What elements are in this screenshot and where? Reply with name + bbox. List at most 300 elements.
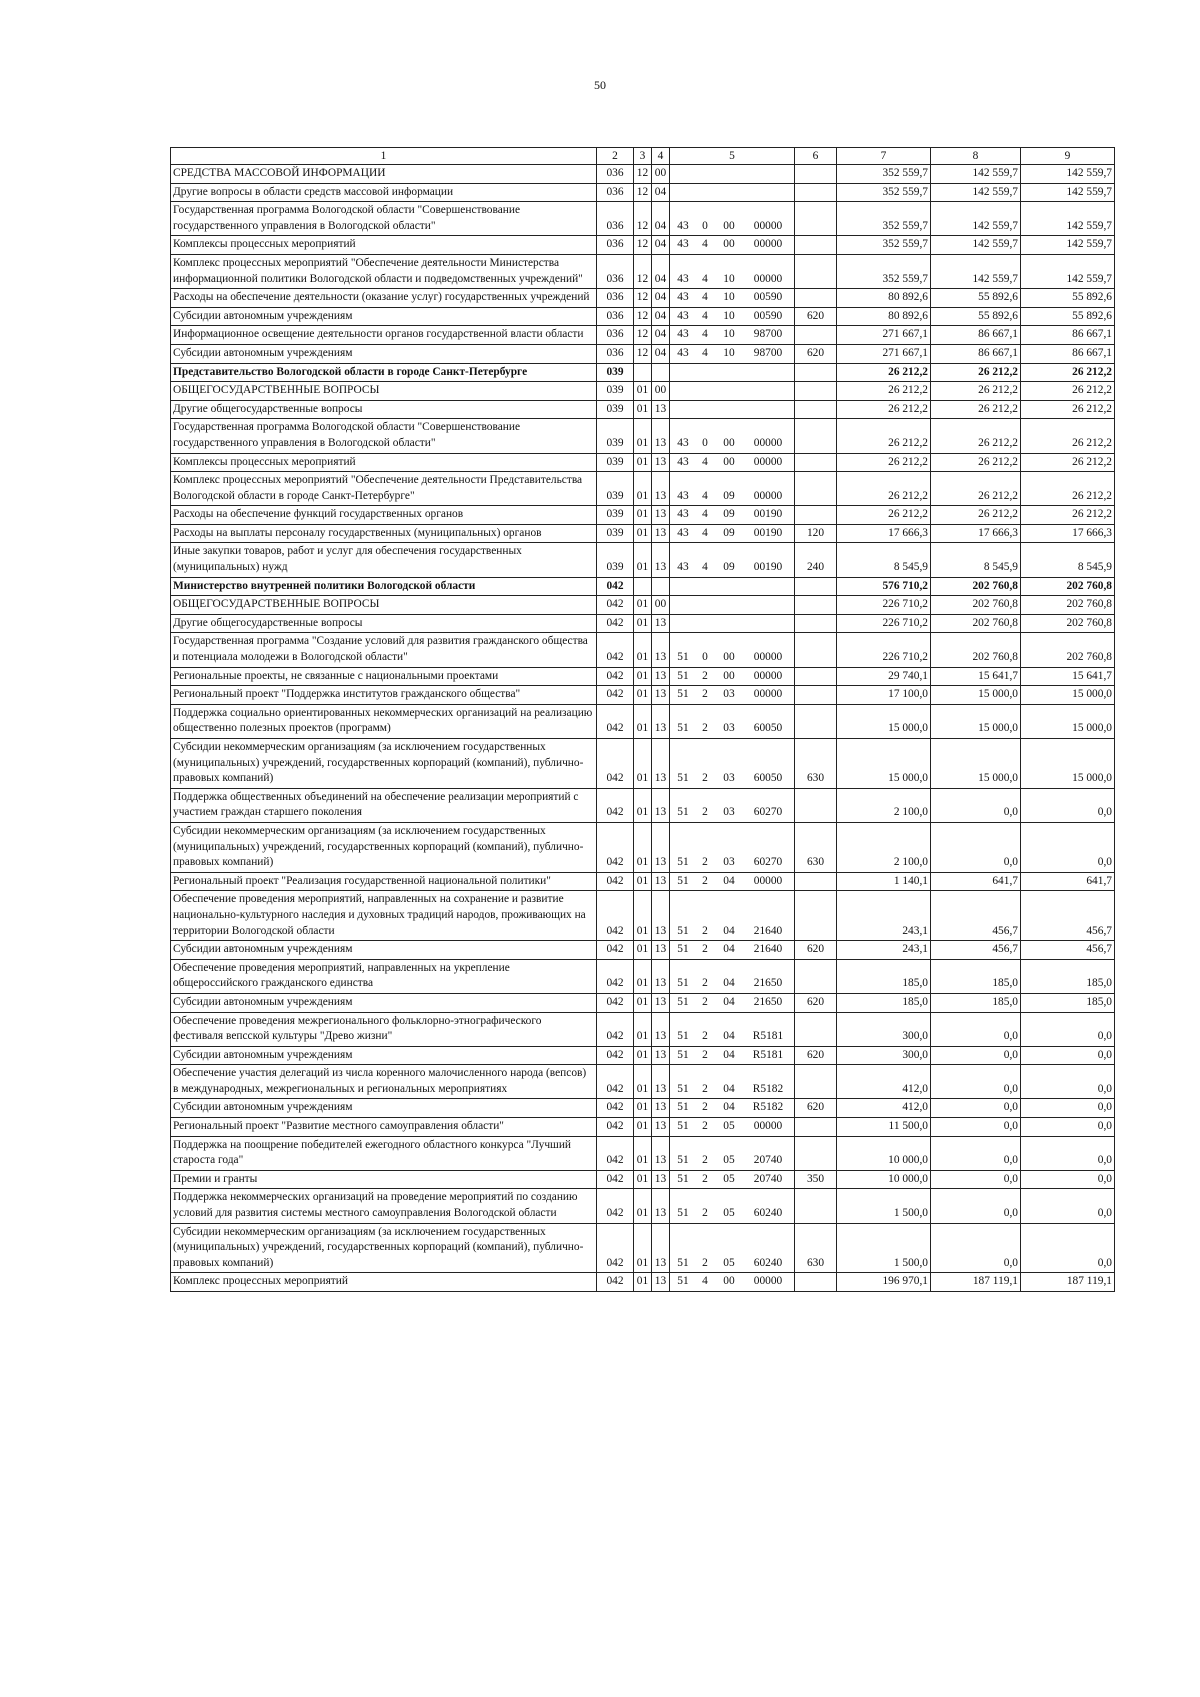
row-grbs-cell: 042 [597,959,634,993]
row-value-col9-cell: 0,0 [1021,1012,1115,1046]
program-code-part: 60240 [753,1256,783,1269]
program-code-part: 03 [723,856,735,869]
program-code-part: 00 [723,1275,735,1288]
row-expense-type-cell [795,453,837,472]
row-name-cell: Расходы на обеспечение деятельности (оказание услуг) государственных учреждений [171,289,597,308]
row-value-col8-cell: 0,0 [931,1012,1021,1046]
program-code-part: 4 [702,455,708,468]
row-subsection-cell: 13 [652,543,670,577]
table-row [171,667,1115,686]
row-value-col9-cell: 0,0 [1021,1170,1115,1189]
row-value-col9-cell: 0,0 [1021,822,1115,872]
program-code-part: 51 [677,806,689,819]
row-program-code-cell [670,1189,795,1223]
table-row [171,344,1115,363]
row-section-cell: 12 [634,202,652,236]
table-row [171,633,1115,667]
row-expense-type-cell [795,400,837,419]
row-section-cell: 01 [634,667,652,686]
program-code-part: 03 [723,722,735,735]
row-program-code-cell [670,667,795,686]
row-program-code-cell [670,1223,795,1273]
row-value-col7-cell: 10 000,0 [837,1136,931,1170]
row-value-col8-cell: 641,7 [931,872,1021,891]
row-section-cell: 01 [634,959,652,993]
row-value-col8-cell: 0,0 [931,1065,1021,1099]
program-code-part: 4 [702,526,708,539]
program-code-part: 04 [723,924,735,937]
row-value-col9-cell: 26 212,2 [1021,363,1115,382]
row-value-col8-cell: 15 000,0 [931,739,1021,789]
row-section-cell: 01 [634,400,652,419]
header-cell: 6 [795,148,837,165]
row-program-code-cell [670,739,795,789]
table-row [171,1223,1115,1273]
row-value-col7-cell: 26 212,2 [837,419,931,453]
row-section-cell: 12 [634,289,652,308]
row-expense-type-cell: 630 [795,739,837,789]
table-row [171,326,1115,345]
header-cell: 3 [634,148,652,165]
row-value-col7-cell: 8 545,9 [837,543,931,577]
row-value-col7-cell: 17 666,3 [837,524,931,543]
table-body [171,165,1115,1292]
row-section-cell: 12 [634,326,652,345]
row-value-col9-cell: 26 212,2 [1021,382,1115,401]
program-code-part: 4 [702,272,708,285]
program-code-part: 51 [677,1154,689,1167]
program-code-part: 60270 [753,806,783,819]
row-value-col7-cell: 1 500,0 [837,1223,931,1273]
row-program-code-cell [670,236,795,255]
program-code-part: 00 [723,238,735,251]
row-section-cell: 01 [634,891,652,941]
program-code-part: R5182 [752,1101,784,1114]
budget-table [170,147,1115,1292]
row-value-col7-cell: 1 500,0 [837,1189,931,1223]
program-code-part: 98700 [753,346,783,359]
row-subsection-cell: 13 [652,739,670,789]
program-code-part: 51 [677,924,689,937]
row-name-cell: Поддержка социально ориентированных некоммерческих организаций на реализацию общественно полезных проектов (программ) [171,704,597,738]
row-name-cell: Субсидии автономным учреждениям [171,941,597,960]
program-code-part: 0 [702,651,708,664]
program-code-part: 00 [723,436,735,449]
row-grbs-cell: 039 [597,400,634,419]
row-value-col8-cell: 0,0 [931,1170,1021,1189]
row-subsection-cell: 13 [652,614,670,633]
row-value-col8-cell: 26 212,2 [931,453,1021,472]
program-code-part: 00190 [753,508,783,521]
row-program-code-cell [670,543,795,577]
program-code-part: 60270 [753,856,783,869]
row-value-col7-cell: 15 000,0 [837,704,931,738]
row-program-code-cell [670,202,795,236]
row-expense-type-cell [795,686,837,705]
row-grbs-cell: 042 [597,891,634,941]
program-code-part: 00000 [753,272,783,285]
program-code-part: 20740 [753,1172,783,1185]
program-code-part: 43 [677,272,689,285]
program-code-part: 04 [723,1101,735,1114]
table-row [171,1170,1115,1189]
program-code-part: 04 [723,995,735,1008]
program-code-part: 05 [723,1154,735,1167]
row-section-cell: 12 [634,183,652,202]
row-value-col8-cell: 0,0 [931,822,1021,872]
row-name-cell: Региональный проект "Реализация государственной национальной политики" [171,872,597,891]
header-cell: 4 [652,148,670,165]
row-value-col7-cell: 17 100,0 [837,686,931,705]
table-row [171,419,1115,453]
table-row [171,472,1115,506]
row-name-cell: Субсидии автономным учреждениям [171,1099,597,1118]
row-value-col8-cell: 86 667,1 [931,344,1021,363]
table-row [171,543,1115,577]
row-value-col9-cell: 0,0 [1021,1223,1115,1273]
program-code-part: 51 [677,1275,689,1288]
program-code-part: 43 [677,291,689,304]
program-code-part: 10 [723,309,735,322]
row-grbs-cell: 042 [597,614,634,633]
row-subsection-cell: 13 [652,1065,670,1099]
row-value-col8-cell: 55 892,6 [931,307,1021,326]
row-value-col8-cell: 26 212,2 [931,400,1021,419]
row-program-code-cell [670,822,795,872]
row-grbs-cell: 036 [597,307,634,326]
program-code-part: 4 [702,1275,708,1288]
row-section-cell: 01 [634,1046,652,1065]
row-subsection-cell: 00 [652,596,670,615]
row-expense-type-cell [795,382,837,401]
row-value-col8-cell: 26 212,2 [931,382,1021,401]
row-grbs-cell: 039 [597,506,634,525]
row-value-col7-cell: 10 000,0 [837,1170,931,1189]
program-code-part: 2 [702,688,708,701]
row-value-col9-cell: 0,0 [1021,788,1115,822]
row-value-col7-cell: 26 212,2 [837,363,931,382]
row-program-code-cell [670,993,795,1012]
row-grbs-cell: 042 [597,1118,634,1137]
row-section-cell: 01 [634,524,652,543]
row-expense-type-cell [795,959,837,993]
row-value-col9-cell: 26 212,2 [1021,419,1115,453]
row-section-cell: 01 [634,941,652,960]
row-expense-type-cell: 350 [795,1170,837,1189]
row-value-col9-cell: 26 212,2 [1021,400,1115,419]
program-code-part: 21650 [753,977,783,990]
row-subsection-cell: 13 [652,1118,670,1137]
table-row [171,202,1115,236]
row-expense-type-cell: 620 [795,344,837,363]
program-code-part: 00590 [753,309,783,322]
row-subsection-cell: 13 [652,1046,670,1065]
table-row [171,959,1115,993]
program-code-part: 4 [702,346,708,359]
program-code-part: 00000 [753,874,783,887]
program-code-part: 51 [677,669,689,682]
row-value-col8-cell: 0,0 [931,1136,1021,1170]
row-value-col8-cell: 0,0 [931,788,1021,822]
row-name-cell: Государственная программа Вологодской области "Совершенствование государственного управления в Вологодской области" [171,419,597,453]
row-program-code-cell [670,289,795,308]
row-value-col9-cell: 15 641,7 [1021,667,1115,686]
row-grbs-cell: 039 [597,472,634,506]
row-value-col8-cell: 26 212,2 [931,506,1021,525]
row-program-code-cell [670,453,795,472]
program-code-part: 04 [723,1030,735,1043]
program-code-part: 2 [702,1256,708,1269]
row-name-cell: Субсидии автономным учреждениям [171,993,597,1012]
program-code-part: 03 [723,772,735,785]
row-subsection-cell: 04 [652,344,670,363]
table-row [171,400,1115,419]
row-expense-type-cell: 630 [795,1223,837,1273]
row-grbs-cell: 042 [597,941,634,960]
program-code-part: 51 [677,1101,689,1114]
table-row [171,739,1115,789]
table-row [171,1189,1115,1223]
program-code-part: 51 [677,995,689,1008]
row-subsection-cell: 04 [652,236,670,255]
row-program-code-cell [670,1273,795,1292]
program-code-part: 51 [677,943,689,956]
row-value-col7-cell: 243,1 [837,941,931,960]
row-grbs-cell: 036 [597,202,634,236]
table-row [171,453,1115,472]
row-subsection-cell: 13 [652,1223,670,1273]
row-value-col7-cell: 300,0 [837,1012,931,1046]
row-expense-type-cell [795,596,837,615]
program-code-part: 43 [677,526,689,539]
row-value-col9-cell: 86 667,1 [1021,344,1115,363]
row-grbs-cell: 042 [597,577,634,596]
row-program-code-cell [670,941,795,960]
table-row [171,289,1115,308]
page-number: 50 [594,78,606,92]
table-row [171,941,1115,960]
row-expense-type-cell [795,1136,837,1170]
row-value-col8-cell: 0,0 [931,1046,1021,1065]
row-program-code-cell [670,254,795,288]
row-grbs-cell: 036 [597,236,634,255]
program-code-part: 00 [723,219,735,232]
row-value-col8-cell: 456,7 [931,891,1021,941]
row-grbs-cell: 036 [597,326,634,345]
row-section-cell: 01 [634,614,652,633]
program-code-part: 10 [723,272,735,285]
row-subsection-cell: 13 [652,891,670,941]
row-value-col8-cell: 456,7 [931,941,1021,960]
row-value-col8-cell: 202 760,8 [931,596,1021,615]
row-expense-type-cell [795,289,837,308]
row-expense-type-cell: 620 [795,993,837,1012]
row-value-col9-cell: 0,0 [1021,1065,1115,1099]
row-grbs-cell: 042 [597,686,634,705]
row-name-cell: Информационное освещение деятельности органов государственной власти области [171,326,597,345]
program-code-part: 2 [702,1120,708,1133]
program-code-part: 09 [723,489,735,502]
row-expense-type-cell: 630 [795,822,837,872]
row-value-col8-cell: 142 559,7 [931,236,1021,255]
row-program-code-cell [670,577,795,596]
row-expense-type-cell: 620 [795,941,837,960]
row-grbs-cell: 042 [597,822,634,872]
program-code-part: 43 [677,561,689,574]
row-value-col7-cell: 185,0 [837,993,931,1012]
row-grbs-cell: 039 [597,543,634,577]
row-expense-type-cell [795,202,837,236]
row-value-col9-cell: 202 760,8 [1021,577,1115,596]
row-name-cell: Поддержка на поощрение победителей ежегодного областного конкурса "Лучший староста года" [171,1136,597,1170]
row-expense-type-cell [795,577,837,596]
row-expense-type-cell [795,872,837,891]
row-name-cell: Поддержка общественных объединений на обеспечение реализации мероприятий с участием граждан старшего поколения [171,788,597,822]
program-code-part: 0 [702,219,708,232]
row-expense-type-cell: 620 [795,1046,837,1065]
row-grbs-cell: 036 [597,254,634,288]
program-code-part: 00000 [753,238,783,251]
row-value-col8-cell: 26 212,2 [931,419,1021,453]
row-value-col7-cell: 196 970,1 [837,1273,931,1292]
program-code-part: 4 [702,328,708,341]
row-program-code-cell [670,1136,795,1170]
table-row [171,704,1115,738]
row-expense-type-cell: 240 [795,543,837,577]
row-value-col9-cell: 0,0 [1021,1099,1115,1118]
row-value-col7-cell: 15 000,0 [837,739,931,789]
row-value-col7-cell: 26 212,2 [837,472,931,506]
row-name-cell: Обеспечение проведения мероприятий, направленных на укрепление общероссийского гражданского единства [171,959,597,993]
row-value-col7-cell: 352 559,7 [837,254,931,288]
row-program-code-cell [670,686,795,705]
program-code-part: 2 [702,874,708,887]
row-subsection-cell: 13 [652,993,670,1012]
row-expense-type-cell [795,363,837,382]
row-value-col9-cell: 0,0 [1021,1136,1115,1170]
row-value-col7-cell: 412,0 [837,1065,931,1099]
program-code-part: 2 [702,1082,708,1095]
program-code-part: 2 [702,806,708,819]
row-grbs-cell: 039 [597,453,634,472]
row-grbs-cell: 039 [597,524,634,543]
row-value-col7-cell: 11 500,0 [837,1118,931,1137]
table-row [171,307,1115,326]
row-expense-type-cell: 620 [795,307,837,326]
row-grbs-cell: 042 [597,596,634,615]
row-name-cell: Комплексы процессных мероприятий [171,453,597,472]
row-subsection-cell: 04 [652,183,670,202]
row-subsection-cell: 13 [652,419,670,453]
program-code-part: 2 [702,1154,708,1167]
program-code-part: 51 [677,1256,689,1269]
row-program-code-cell [670,872,795,891]
row-value-col9-cell: 0,0 [1021,1189,1115,1223]
row-grbs-cell: 036 [597,183,634,202]
program-code-part: 00 [723,669,735,682]
table-row [171,506,1115,525]
row-grbs-cell: 042 [597,1136,634,1170]
program-code-part: 4 [702,561,708,574]
table-row [171,254,1115,288]
row-name-cell: Комплекс процессных мероприятий [171,1273,597,1292]
row-value-col9-cell: 55 892,6 [1021,289,1115,308]
row-value-col7-cell: 243,1 [837,891,931,941]
row-expense-type-cell [795,165,837,184]
row-name-cell: Субсидии автономным учреждениям [171,307,597,326]
table-row [171,1012,1115,1046]
table-row [171,1273,1115,1292]
row-section-cell: 12 [634,254,652,288]
program-code-part: 43 [677,508,689,521]
row-value-col7-cell: 80 892,6 [837,307,931,326]
program-code-part: 09 [723,508,735,521]
program-code-part: 51 [677,651,689,664]
row-expense-type-cell [795,254,837,288]
program-code-part: 05 [723,1172,735,1185]
header-cell: 2 [597,148,634,165]
row-value-col8-cell: 142 559,7 [931,183,1021,202]
row-program-code-cell [670,382,795,401]
program-code-part: 00 [723,651,735,664]
row-program-code-cell [670,326,795,345]
row-grbs-cell: 036 [597,165,634,184]
program-code-part: 04 [723,1082,735,1095]
row-grbs-cell: 042 [597,993,634,1012]
row-program-code-cell [670,183,795,202]
program-code-part: 43 [677,455,689,468]
program-code-part: 00000 [753,1275,783,1288]
row-section-cell: 01 [634,872,652,891]
row-value-col9-cell: 187 119,1 [1021,1273,1115,1292]
row-value-col9-cell: 17 666,3 [1021,524,1115,543]
row-expense-type-cell [795,326,837,345]
row-subsection-cell: 13 [652,941,670,960]
row-subsection-cell: 13 [652,472,670,506]
row-name-cell: Региональный проект "Поддержка институтов гражданского общества" [171,686,597,705]
row-value-col8-cell: 202 760,8 [931,633,1021,667]
row-value-col7-cell: 352 559,7 [837,165,931,184]
program-code-part: 4 [702,309,708,322]
row-name-cell: Другие общегосударственные вопросы [171,400,597,419]
program-code-part: 43 [677,238,689,251]
row-subsection-cell: 13 [652,1136,670,1170]
row-section-cell: 01 [634,822,652,872]
row-value-col9-cell: 185,0 [1021,959,1115,993]
program-code-part: 4 [702,291,708,304]
program-code-part: 09 [723,561,735,574]
row-subsection-cell: 04 [652,202,670,236]
row-value-col8-cell: 15 000,0 [931,704,1021,738]
row-grbs-cell: 042 [597,1099,634,1118]
row-program-code-cell [670,1012,795,1046]
row-value-col8-cell: 8 545,9 [931,543,1021,577]
table-row [171,363,1115,382]
program-code-part: 43 [677,346,689,359]
row-value-col7-cell: 1 140,1 [837,872,931,891]
row-program-code-cell [670,1099,795,1118]
row-section-cell: 01 [634,1170,652,1189]
row-section-cell: 01 [634,543,652,577]
row-expense-type-cell [795,704,837,738]
program-code-part: 2 [702,1207,708,1220]
table-row [171,1099,1115,1118]
table-row [171,1046,1115,1065]
row-subsection-cell: 13 [652,1012,670,1046]
row-value-col8-cell: 0,0 [931,1223,1021,1273]
row-expense-type-cell [795,419,837,453]
row-value-col8-cell: 0,0 [931,1189,1021,1223]
